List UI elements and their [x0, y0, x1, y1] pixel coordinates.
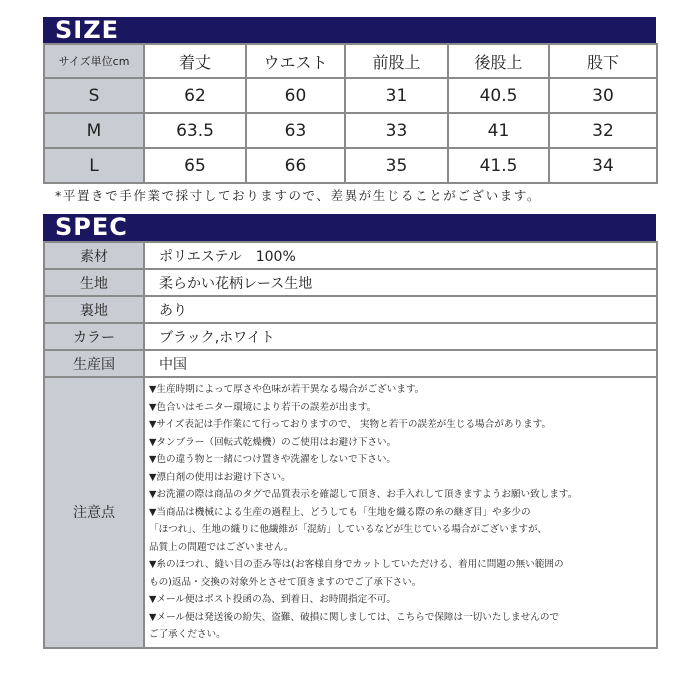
spec-value: あり	[144, 296, 657, 323]
column-header: ウエスト	[246, 44, 345, 78]
spec-label: 生地	[44, 269, 144, 296]
note-line: ▼サイズ表記は手作業にて行っておりますので、 実物と若干の誤差が生じる場合があります。	[149, 419, 552, 430]
spec-value: 中国	[144, 350, 657, 377]
note-line: ▼糸のほつれ、縫い目の歪み等は(お客様自身でカットしていただける、着用に問題の無い範囲の	[149, 559, 564, 570]
cell: 65	[144, 148, 246, 183]
note-line: もの)返品・交換の対象外とさせて頂きますのでご了承下さい。	[149, 576, 422, 588]
cell: 30	[549, 78, 657, 113]
note-line: ▼メール便はポスト投函の為、到着日、お時間指定不可。	[149, 594, 397, 605]
note-line: ▼漂白剤の使用はお避け下さい。	[149, 471, 291, 483]
cell: 66	[246, 148, 345, 183]
cell: 33	[345, 113, 448, 148]
table-row	[44, 78, 657, 113]
note-line: ▼生産時期によって厚さや色味が若干異なる場合がございます。	[149, 384, 425, 395]
note-line: ▼お洗濯の際は商品のタグで品質表示を確認して頂き、お手入れして頂きますようお願い致します。	[149, 489, 578, 500]
measurement-note: *平置きで手作業で採寸しておりますので、差異が生じることがございます。	[55, 188, 542, 203]
note-line: 品質上の問題ではございません。	[149, 541, 294, 553]
size-section-header: SIZE	[43, 17, 656, 44]
spec-section-header: SPEC	[43, 214, 656, 241]
note-line: ご了承ください。	[149, 629, 226, 640]
size-table	[43, 43, 658, 184]
notes-list	[144, 377, 657, 648]
spec-value: ブラック,ホワイト	[144, 323, 657, 350]
cell: 63.5	[144, 113, 246, 148]
cell: 34	[549, 148, 657, 183]
spec-row	[44, 296, 657, 323]
column-header: 後股上	[448, 44, 549, 78]
spec-label: 生産国	[44, 350, 144, 377]
notes-row	[44, 377, 657, 648]
spec-row	[44, 269, 657, 296]
spec-table	[43, 241, 658, 649]
note-line: ▼タンブラー（回転式乾燥機）のご使用はお避け下さい。	[149, 436, 397, 448]
notes-label: 注意点	[44, 377, 144, 648]
column-header: 前股上	[345, 44, 448, 78]
spec-value: ポリエステル 100%	[144, 242, 657, 269]
cell: 41.5	[448, 148, 549, 183]
size-header-row	[44, 44, 657, 78]
size-label: L	[44, 148, 144, 183]
table-row	[44, 113, 657, 148]
spec-row	[44, 323, 657, 350]
spec-label: 裏地	[44, 296, 144, 323]
note-line: ▼色合いはモニター環境により若干の誤差が出ます。	[149, 401, 377, 413]
spec-label: カラー	[44, 323, 144, 350]
spec-row	[44, 242, 657, 269]
cell: 40.5	[448, 78, 549, 113]
note-line: ▼当商品は機械による生産の過程上、どうしても「生地を織る際の糸の継ぎ目」や多少の	[149, 506, 531, 518]
note-line: 「ほつれ」、生地の織りに他繊維が「混紡」しているなどが生じている場合がございますが、	[149, 524, 548, 535]
cell: 31	[345, 78, 448, 113]
cell: 62	[144, 78, 246, 113]
note-line: ▼メール便は発送後の紛失、盗難、破損に関しましては、こちらで保障は一切いたしませんので	[149, 611, 560, 623]
cell: 63	[246, 113, 345, 148]
spec-row	[44, 350, 657, 377]
size-label: S	[44, 78, 144, 113]
spec-value: 柔らかい花柄レース生地	[144, 269, 657, 296]
note-line: ▼色の違う物と一緒につけ置きや洗濯をしないで下さい。	[149, 454, 397, 465]
column-header: 股下	[549, 44, 657, 78]
spec-label: 素材	[44, 242, 144, 269]
column-header: 着丈	[144, 44, 246, 78]
cell: 41	[448, 113, 549, 148]
cell: 32	[549, 113, 657, 148]
cell: 60	[246, 78, 345, 113]
size-label: M	[44, 113, 144, 148]
unit-label: サイズ単位cm	[44, 44, 144, 78]
table-row	[44, 148, 657, 183]
cell: 35	[345, 148, 448, 183]
